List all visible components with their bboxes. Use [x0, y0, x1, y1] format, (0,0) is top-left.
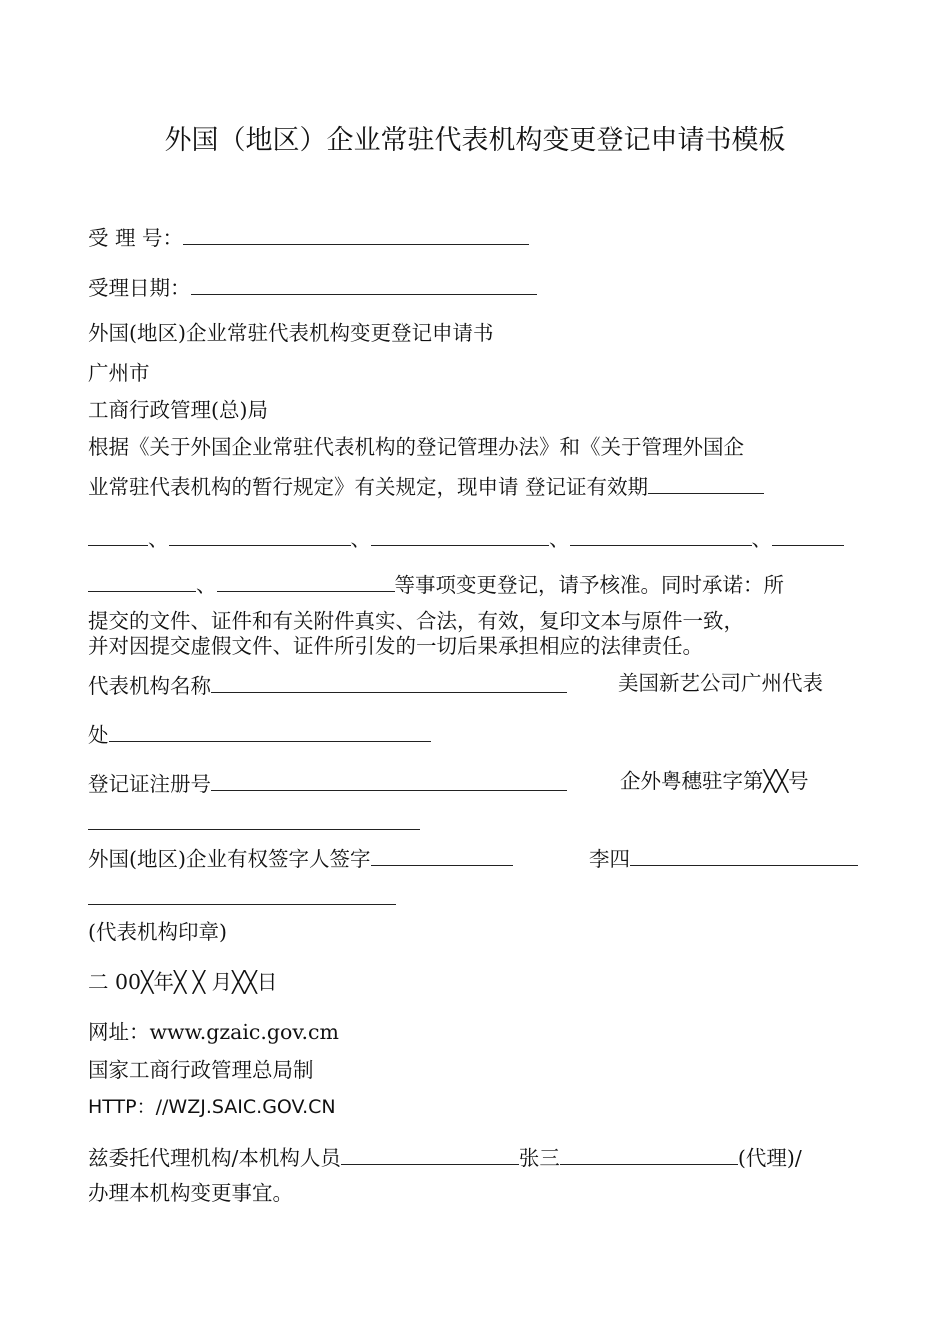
separator: 、: [148, 527, 169, 551]
signatory-blank-2[interactable]: [630, 846, 858, 866]
change-item-blank-5[interactable]: [772, 526, 844, 546]
org-name-row: [88, 673, 567, 697]
org-name-label: 代表机构名称: [88, 674, 211, 698]
delegate-name: 张三: [518, 1146, 560, 1170]
signatory-blank-3[interactable]: [88, 885, 396, 905]
reg-no-label: 登记证注册号: [88, 772, 211, 796]
change-item-blank-5b[interactable]: [88, 572, 196, 592]
reg-no-blank[interactable]: [211, 771, 567, 791]
para1-line4-text: 等事项变更登记，请予核准。同时承诺：所: [394, 573, 784, 597]
change-item-blank-1[interactable]: [648, 474, 764, 494]
para1-line2: [88, 474, 764, 498]
date-line: 二 00╳年╳ ╳ 月╳╳日: [88, 970, 278, 994]
acceptance-no-blank[interactable]: [183, 225, 529, 245]
reg-no-row-2: [88, 810, 420, 834]
acceptance-date-label: 受理日期：: [88, 276, 191, 300]
delegate-line2: 办理本机构变更事宜。: [88, 1181, 293, 1205]
org-name-value-part2: 处: [88, 723, 109, 747]
change-item-blank-4[interactable]: [570, 526, 752, 546]
reg-no-row: [88, 771, 567, 795]
document-title: 外国（地区）企业常驻代表机构变更登记申请书模板: [164, 125, 786, 156]
acceptance-no-row: [88, 225, 529, 249]
reg-no-value: 企外粤穗驻字第╳╳号: [620, 769, 809, 793]
delegate-suffix: (代理)/: [737, 1146, 802, 1170]
change-item-blank-1b[interactable]: [88, 526, 148, 546]
change-item-blank-6[interactable]: [217, 572, 395, 592]
delegate-row: [88, 1145, 802, 1169]
signatory-row-2: [88, 885, 396, 909]
website: 网址：www.gzaic.gov.cm: [88, 1020, 339, 1044]
para1-line2-text: 业常驻代表机构的暂行规定》有关规定，现申请 登记证有效期: [88, 475, 649, 499]
para1-line1: 根据《关于外国企业常驻代表机构的登记管理办法》和《关于管理外国企: [88, 435, 744, 459]
form-name: 外国(地区)企业常驻代表机构变更登记申请书: [88, 321, 494, 345]
org-name-value-part1: 美国新艺公司广州代表: [618, 671, 823, 695]
delegate-prefix: 兹委托代理机构/本机构人员: [88, 1146, 341, 1170]
change-item-blank-2[interactable]: [169, 526, 351, 546]
para1-line5: 提交的文件、证件和有关附件真实、合法，有效，复印文本与原件一致，: [88, 609, 744, 633]
signatory-row: [88, 846, 513, 870]
separator: 、: [751, 527, 772, 551]
delegate-org-blank[interactable]: [341, 1145, 519, 1165]
delegate-name-blank[interactable]: [560, 1145, 738, 1165]
para1-line6: 并对因提交虚假文件、证件所引发的一切后果承担相应的法律责任。: [88, 634, 703, 658]
acceptance-date-blank[interactable]: [191, 275, 537, 295]
separator: 、: [549, 527, 570, 551]
separator: 、: [196, 573, 217, 597]
bureau: 工商行政管理(总)局: [88, 398, 268, 422]
acceptance-date-row: [88, 275, 537, 299]
org-name-row-2: [88, 722, 431, 746]
org-name-blank-2[interactable]: [109, 722, 431, 742]
para1-line3: [88, 526, 844, 550]
change-item-blank-3[interactable]: [371, 526, 549, 546]
reg-no-blank-2[interactable]: [88, 810, 420, 830]
signatory-value-row: [589, 846, 858, 870]
issuer: 国家工商行政管理总局制: [88, 1058, 314, 1082]
para1-line4: [88, 572, 784, 596]
seal-note: (代表机构印章): [88, 920, 227, 944]
http-line: HTTP：//WZJ.SAIC.GOV.CN: [88, 1096, 336, 1118]
acceptance-no-label: 受 理 号：: [88, 226, 184, 250]
separator: 、: [350, 527, 371, 551]
org-name-blank[interactable]: [211, 673, 567, 693]
signatory-label: 外国(地区)企业有权签字人签字: [88, 847, 371, 871]
signatory-value: 李四: [589, 847, 630, 871]
city: 广州市: [88, 361, 150, 385]
signatory-blank[interactable]: [371, 846, 513, 866]
